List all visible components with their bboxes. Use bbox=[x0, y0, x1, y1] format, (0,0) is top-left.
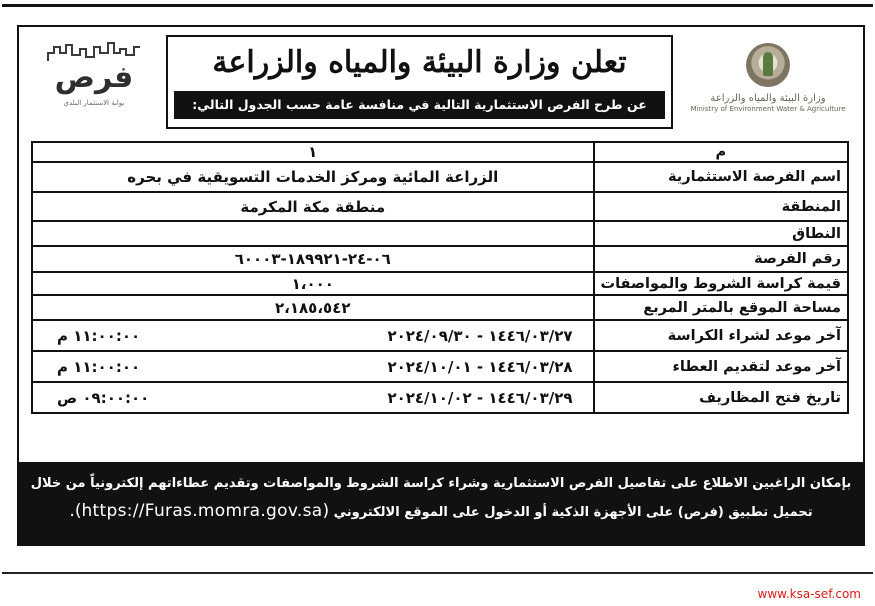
row-label-opportunity-number: رقم الفرصة bbox=[594, 246, 848, 272]
row-label-bid-deadline: آخر موعد لتقديم العطاء bbox=[594, 351, 848, 382]
row-value-purchase-deadline bbox=[32, 320, 594, 351]
footer-line-2 bbox=[19, 496, 863, 528]
table-row bbox=[32, 162, 848, 192]
announcement-title: تعلن وزارة البيئة والمياه والزراعة bbox=[212, 45, 627, 80]
row-value-opportunity-number: ٠٦-٢٤-١٨٩٩٢١-٦٠٠٠٣ bbox=[32, 246, 594, 272]
table-row bbox=[32, 295, 848, 320]
row-value-site-area: ٢،١٨٥،٥٤٢ bbox=[32, 295, 594, 320]
row-value-scope bbox=[32, 221, 594, 246]
furas-wordmark: فرص bbox=[54, 60, 134, 95]
row-label-booklet-price: قيمة كراسة الشروط والمواصفات bbox=[594, 272, 848, 295]
row-label-region: المنطقة bbox=[594, 192, 848, 221]
table-row bbox=[32, 192, 848, 221]
bid-deadline-date: ١٤٤٦/٠٣/٢٨ - ٢٠٢٤/١٠/٠١ bbox=[387, 357, 573, 376]
row-label-purchase-deadline: آخر موعد لشراء الكراسة bbox=[594, 320, 848, 351]
source-watermark[interactable]: www.ksa-sef.com bbox=[757, 587, 861, 601]
furas-website-link[interactable]: (https://Furas.momra.gov.sa). bbox=[69, 501, 330, 521]
row-label-index: م bbox=[594, 142, 848, 162]
top-rule bbox=[2, 4, 873, 7]
announcement-header bbox=[19, 27, 863, 140]
row-value-booklet-price: ١،٠٠٠ bbox=[32, 272, 594, 295]
table-row bbox=[32, 221, 848, 246]
ministry-name-en: Ministry of Environment Water & Agriculture bbox=[690, 105, 846, 113]
ministry-logo bbox=[677, 43, 859, 133]
table-row bbox=[32, 382, 848, 413]
table-row bbox=[32, 246, 848, 272]
row-value-envelope-opening bbox=[32, 382, 594, 413]
purchase-deadline-date: ١٤٤٦/٠٣/٢٧ - ٢٠٢٤/٠٩/٣٠ bbox=[387, 326, 573, 345]
announcement-subtitle: عن طرح الفرص الاستثمارية التالية في منافسة عامة حسب الجدول التالي: bbox=[174, 91, 665, 119]
table-row bbox=[32, 142, 848, 162]
row-label-envelope-opening: تاريخ فتح المظاريف bbox=[594, 382, 848, 413]
furas-logo bbox=[29, 37, 159, 127]
row-value-opportunity-name: الزراعة المائية ومركز الخدمات التسويقية في بحره bbox=[32, 162, 594, 192]
row-label-site-area: مساحة الموقع بالمتر المربع bbox=[594, 295, 848, 320]
footer-line-1: بإمكان الراغبين الاطلاع على تفاصيل الفرص الاستثمارية وشراء كراسة الشروط والمواصفات وتقديم عطاءاتهم إلكترونياً من خلال bbox=[30, 476, 852, 491]
row-value-bid-deadline bbox=[32, 351, 594, 382]
table-row bbox=[32, 272, 848, 295]
purchase-deadline-time: ١١:٠٠:٠٠ م bbox=[57, 326, 141, 345]
envelope-opening-time: ٠٩:٠٠:٠٠ ص bbox=[57, 388, 150, 407]
furas-caption: بوابة الاستثمار البلدي bbox=[63, 99, 125, 107]
table-row bbox=[32, 351, 848, 382]
bid-deadline-time: ١١:٠٠:٠٠ م bbox=[57, 357, 141, 376]
bottom-rule bbox=[2, 572, 873, 574]
ministry-name-ar: وزارة البيئة والمياه والزراعة bbox=[710, 93, 826, 104]
opportunity-table bbox=[31, 141, 849, 414]
table-row bbox=[32, 320, 848, 351]
announcement-card bbox=[17, 25, 865, 546]
row-label-opportunity-name: اسم الفرصة الاستثمارية bbox=[594, 162, 848, 192]
footer-notice bbox=[19, 462, 863, 544]
title-box bbox=[166, 35, 673, 129]
footer-line-2-text: تحميل تطبيق (فرص) على الأجهزة الذكية أو الدخول على الموقع الالكتروني bbox=[333, 505, 813, 520]
row-label-scope: النطاق bbox=[594, 221, 848, 246]
ministry-emblem-icon bbox=[746, 43, 790, 87]
row-value-index: ١ bbox=[32, 142, 594, 162]
envelope-opening-date: ١٤٤٦/٠٣/٢٩ - ٢٠٢٤/١٠/٠٢ bbox=[387, 388, 573, 407]
row-value-region: منطقة مكة المكرمة bbox=[32, 192, 594, 221]
